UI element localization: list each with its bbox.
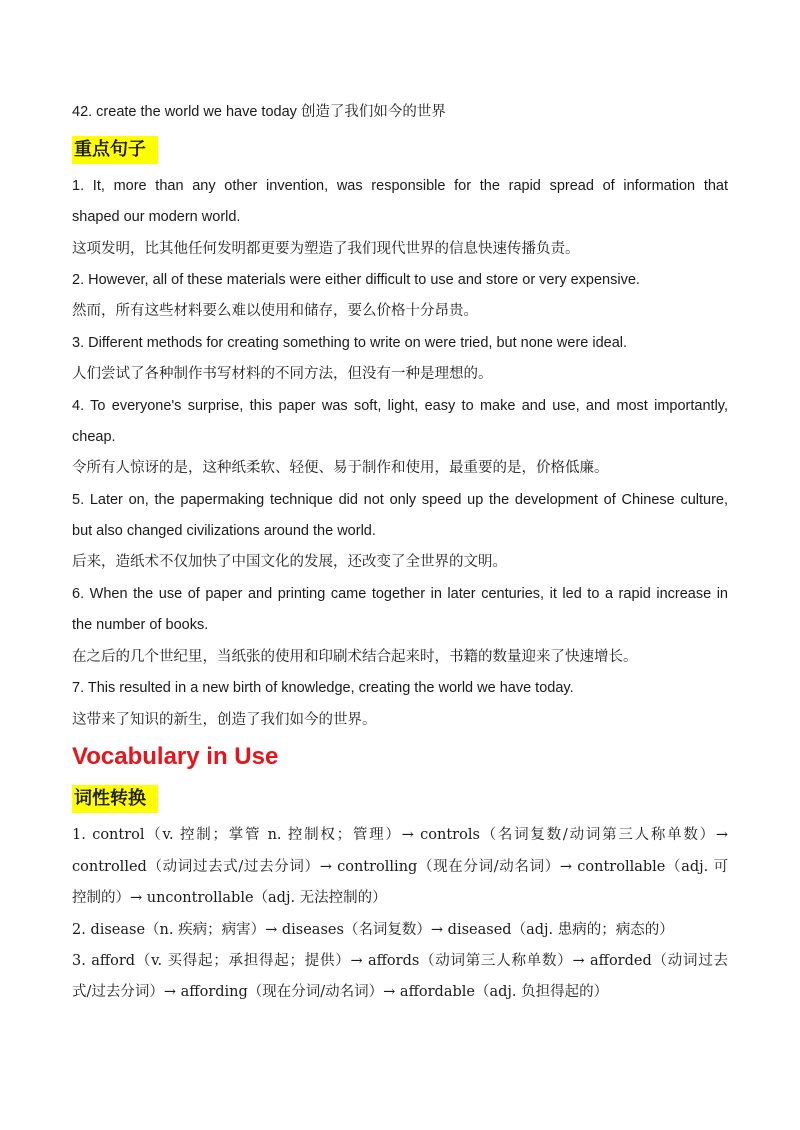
sentence-1-zh: 这项发明，比其他任何发明都更要为塑造了我们现代世界的信息快速传播负责。	[72, 241, 580, 257]
sentence-2-zh: 然而，所有这些材料要么难以使用和储存，要么价格十分昂贵。	[72, 303, 478, 319]
sentence-4-en-line2: cheap.	[72, 429, 116, 445]
sentence-5-en-line2: but also changed civilizations around the world.	[72, 523, 376, 539]
sentence-6-en-line1: 6. When the use of paper and printing came together in later centuries, it led to a rapid increase in	[72, 586, 728, 602]
sentence-4-en-line1: 4. To everyone's surprise, this paper was soft, light, easy to make and use, and most importantly,	[72, 398, 728, 414]
sentence-3-zh: 人们尝试了各种制作书写材料的不同方法，但没有一种是理想的。	[72, 366, 493, 382]
sentence-2-en: 2. However, all of these materials were either difficult to use and store or very expensive.	[72, 272, 640, 288]
word-form-1-line2: controlled（动词过去式/过去分词）→ controlling（现在分词/动名词）→ controllable（adj. 可	[72, 859, 728, 875]
sentence-7-zh: 这带来了知识的新生，创造了我们如今的世界。	[72, 712, 377, 728]
word-form-3-line2: 式/过去分词）→ affording（现在分词/动名词）→ affordable（adj. 负担得起的）	[72, 984, 609, 1000]
sentence-5-en-line1: 5. Later on, the papermaking technique did not only speed up the development of Chinese culture,	[72, 492, 728, 508]
sentence-1-en-line1: 1. It, more than any other invention, was responsible for the rapid spread of information that	[72, 178, 728, 194]
section-title-vocabulary-in-use: Vocabulary in Use	[72, 743, 279, 770]
section-heading-word-forms: 词性转换	[72, 785, 158, 813]
word-form-3-line1: 3. afford（v. 买得起；承担得起；提供）→ affords（动词第三人称单数）→ afforded（动词过去	[72, 953, 728, 969]
word-form-1-line1: 1. control（v. 控制；掌管 n. 控制权；管理）→ controls（名词复数/动词第三人称单数）→	[72, 827, 728, 843]
sentence-4-zh: 令所有人惊讶的是，这种纸柔软、轻便、易于制作和使用，最重要的是，价格低廉。	[72, 460, 609, 476]
word-form-1-line3: 控制的）→ uncontrollable（adj. 无法控制的）	[72, 890, 387, 906]
sentence-1-en-line2: shaped our modern world.	[72, 209, 241, 225]
section-heading-key-sentences: 重点句子	[72, 136, 158, 164]
sentence-7-en: 7. This resulted in a new birth of knowledge, creating the world we have today.	[72, 680, 574, 696]
word-form-2-line1: 2. disease（n. 疾病；病害）→ diseases（名词复数）→ diseased（adj. 患病的；病态的）	[72, 922, 674, 938]
vocab-item-42: 42. create the world we have today 创造了我们如今的世界	[72, 104, 446, 120]
sentence-6-en-line2: the number of books.	[72, 617, 209, 633]
sentence-3-en: 3. Different methods for creating something to write on were tried, but none were ideal.	[72, 335, 628, 351]
sentence-5-zh: 后来，造纸术不仅加快了中国文化的发展，还改变了全世界的文明。	[72, 554, 507, 570]
sentence-6-zh: 在之后的几个世纪里，当纸张的使用和印刷术结合起来时，书籍的数量迎来了快速增长。	[72, 649, 638, 665]
